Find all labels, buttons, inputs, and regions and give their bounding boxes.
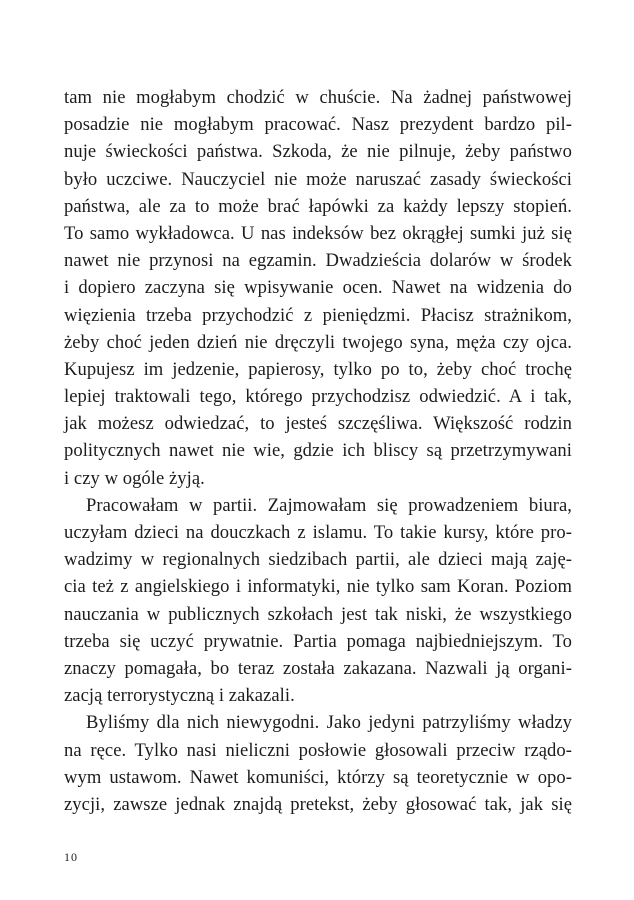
text-line: cia też z angielskiego i informatyki, nie tylko sam Koran. Poziom	[64, 576, 572, 598]
text-line: politycznych nawet nie wie, gdzie ich bliscy są przetrzymywani	[64, 440, 572, 462]
text-line: tam nie mogłabym chodzić w chuście. Na żadnej państwowej	[64, 87, 572, 108]
text-line: trzeba się uczyć prywatnie. Partia pomaga najbiedniejszym. To	[64, 630, 572, 652]
text-line: na ręce. Tylko nasi nieliczni posłowie głosowali przeciw rządo-	[64, 739, 572, 761]
text-line: i dopiero zaczyna się wpisywanie ocen. Nawet na widzenia do	[64, 277, 572, 299]
text-line: nawet nie przynosi na egzamin. Dwadzieścia dolarów w środek	[64, 250, 572, 272]
text-line: zacją terrorystyczną i zakazali.	[64, 685, 295, 707]
text-line: nauczania w publicznych szkołach jest tak niski, że wszystkiego	[64, 603, 572, 625]
paragraph	[64, 492, 572, 710]
text-line: Kupujesz im jedzenie, papierosy, tylko po to, żeby choć trochę	[64, 358, 572, 380]
text-line: państwa, ale za to może brać łapówki za każdy lepszy stopień.	[64, 195, 572, 217]
text-line: Pracowałam w partii. Zajmowałam się prowadzeniem biura,	[86, 494, 572, 516]
text-line: nuje świeckości państwa. Szkoda, że nie pilnuje, żeby państwo	[64, 141, 572, 163]
text-line: lepiej traktowali tego, którego przychodzisz odwiedzić. A i tak,	[64, 386, 572, 408]
text-line: Byliśmy dla nich niewygodni. Jako jedyni patrzyliśmy władzy	[86, 712, 572, 734]
text-line: zycji, zawsze jednak znajdą pretekst, żeby głosować tak, jak się	[64, 793, 572, 815]
paragraph	[64, 84, 572, 492]
text-line: wym ustawom. Nawet komuniści, którzy są teoretycznie w opo-	[64, 766, 572, 788]
text-line: żeby choć jeden dzień nie dręczyli twojego syna, męża czy ojca.	[64, 331, 572, 353]
text-line: było uczciwe. Nauczyciel nie może naruszać zasady świeckości	[64, 168, 572, 190]
text-line: znaczy pomagała, bo teraz została zakazana. Nazwali ją organi-	[64, 657, 572, 679]
text-line: posadzie nie mogłabym pracować. Nasz prezydent bardzo pil-	[64, 114, 572, 136]
text-line: wadzimy w regionalnych siedzibach partii, ale dzieci mają zaję-	[64, 549, 572, 571]
text-line: więzienia trzeba przychodzić z pieniędzmi. Płacisz strażnikom,	[64, 304, 572, 326]
paragraph	[64, 709, 572, 818]
text-line: i czy w ogóle żyją.	[64, 467, 205, 489]
text-line: To samo wykładowca. U nas indeksów bez okrągłej sumki już się	[64, 222, 572, 244]
body-text	[64, 84, 572, 818]
page-number: 10	[64, 850, 78, 864]
text-line: jak możesz odwiedzać, to jesteś szczęśliwa. Większość rodzin	[64, 413, 572, 435]
text-line: uczyłam dzieci na douczkach z islamu. To takie kursy, które pro-	[64, 522, 572, 543]
